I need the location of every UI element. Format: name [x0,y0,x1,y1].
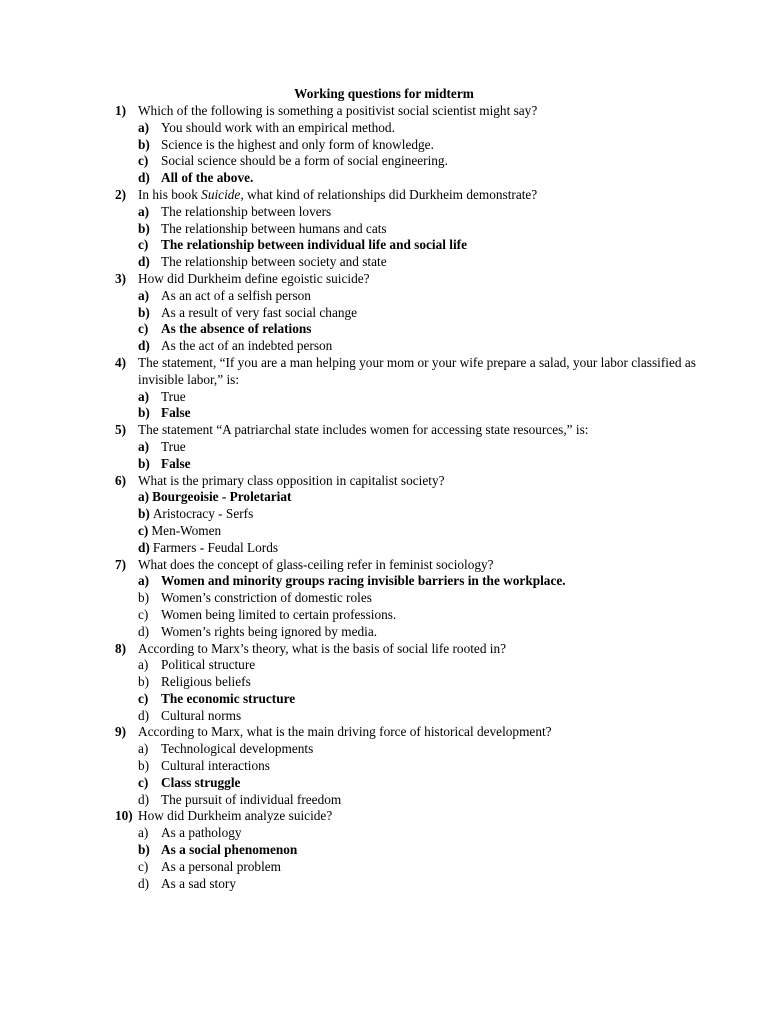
question-7 [0,557,768,641]
option-letter: b) [138,506,150,522]
option-letter: d) [138,791,150,807]
option-text: Women’s rights being ignored by media. [161,623,378,639]
option-text: Women being limited to certain professions. [161,606,397,622]
option-text: False [161,405,191,421]
option-text: The relationship between humans and cats [161,220,387,236]
option-c-correct [0,321,768,338]
option-d-correct [0,170,768,187]
question-3 [0,271,768,355]
option-letter: a) [138,489,150,505]
option-text: As the act of an indebted person [161,338,333,354]
option-text: As the absence of relations [161,321,312,337]
option-letter: d) [138,170,150,186]
option-b [0,137,768,154]
question-text: According to Marx’s theory, what is the basis of social life rooted in? [138,640,507,656]
option-a-correct [0,489,768,506]
option-b [0,305,768,322]
option-text: Aristocracy - Serfs [152,506,254,522]
question-list [0,103,768,892]
option-letter: a) [138,119,150,135]
option-list [0,288,768,355]
question-number: 9) [115,724,127,740]
question-text: The statement “A patriarchal state includes women for accessing state resources,” is: [138,422,589,438]
option-text: As a social phenomenon [161,842,298,858]
question-8 [0,641,768,725]
page-title: Working questions for midterm [294,86,474,101]
option-b-correct [0,456,768,473]
option-b [0,758,768,775]
option-b [0,506,768,523]
option-text: Religious beliefs [161,674,251,690]
option-c-correct [0,775,768,792]
option-d [0,624,768,641]
option-letter: b) [138,758,150,774]
question-number: 8) [115,640,127,656]
option-text: True [161,388,186,404]
question-number: 5) [115,422,127,438]
option-letter: d) [138,254,150,270]
option-letter: b) [138,590,150,606]
option-b [0,590,768,607]
option-list [0,204,768,271]
option-letter: a) [138,388,150,404]
option-text: As a pathology [161,825,242,841]
option-text: As an act of a selfish person [161,287,311,303]
option-text: Women’s constriction of domestic roles [161,590,372,606]
option-letter: a) [138,657,149,673]
option-letter: b) [138,136,150,152]
option-letter: a) [138,573,150,589]
option-b-correct [0,842,768,859]
option-letter: b) [138,455,150,471]
option-text: Cultural norms [161,707,242,723]
question-text: What does the concept of glass-ceiling refer in feminist sociology? [138,556,494,572]
option-letter: c) [138,522,149,538]
option-letter: b) [138,304,150,320]
option-a [0,741,768,758]
option-text: The relationship between lovers [161,203,332,219]
question-number: 7) [115,556,127,572]
option-text: As a personal problem [161,858,282,874]
option-letter: c) [138,606,149,622]
option-list [0,489,768,556]
option-letter: b) [138,674,150,690]
option-text: As a sad story [161,875,236,891]
option-c [0,859,768,876]
option-text: Farmers - Feudal Lords [152,539,279,555]
option-c [0,607,768,624]
option-c [0,523,768,540]
question-1 [0,103,768,187]
question-text-part: , what kind of relationships did Durkheim demonstrate? [240,186,538,202]
option-list [0,573,768,640]
option-text: Technological developments [161,741,314,757]
option-letter: d) [138,707,150,723]
option-letter: a) [138,741,149,757]
option-letter: d) [138,539,150,555]
option-letter: c) [138,858,149,874]
option-letter: b) [138,842,150,858]
option-letter: c) [138,774,149,790]
question-number: 6) [115,472,127,488]
question-5 [0,422,768,472]
option-letter: c) [138,690,149,706]
option-letter: d) [138,338,150,354]
question-6 [0,473,768,557]
option-letter: d) [138,623,150,639]
question-9 [0,724,768,808]
question-text: According to Marx, what is the main driving force of historical development? [138,724,552,740]
option-a [0,825,768,842]
option-letter: b) [138,405,150,421]
question-text: Which of the following is something a positivist social scientist might say? [138,103,538,118]
option-a [0,439,768,456]
option-text: All of the above. [161,170,254,186]
option-d [0,540,768,557]
option-text: The pursuit of individual freedom [161,791,342,807]
option-text: Science is the highest and only form of knowledge. [161,136,434,152]
option-text: Bourgeoisie - Proletariat [152,489,292,505]
question-2 [0,187,768,271]
option-text: Class struggle [161,774,241,790]
option-a-correct [0,573,768,590]
option-text: True [161,438,186,454]
option-a [0,389,768,406]
option-text: False [161,455,191,471]
option-text: The economic structure [161,690,296,706]
option-letter: d) [138,875,150,891]
option-d [0,876,768,893]
question-text: How did Durkheim define egoistic suicide? [138,270,370,286]
question-text: What is the primary class opposition in capitalist society? [138,472,445,488]
option-text: As a result of very fast social change [161,304,358,320]
option-text: Men-Women [151,522,222,538]
option-letter: c) [138,321,149,337]
option-letter: a) [138,825,149,841]
question-4 [0,355,768,422]
question-number: 4) [115,354,127,370]
option-text: Cultural interactions [161,758,270,774]
option-text: The relationship between society and state [161,254,387,270]
option-b [0,221,768,238]
option-c [0,153,768,170]
option-d [0,254,768,271]
option-text: Political structure [161,657,256,673]
question-text: The statement, “If you are a man helping your mom or your wife prepare a salad, your labor classified as invisible labor,” is: [138,354,696,387]
option-letter: b) [138,220,150,236]
option-list [0,825,768,892]
option-list [0,120,768,187]
option-text: You should work with an empirical method. [161,119,395,135]
option-text: Social science should be a form of social engineering. [161,153,448,169]
option-list [0,439,768,473]
option-letter: a) [138,203,150,219]
option-text: The relationship between individual life and social life [161,237,467,253]
question-text-part: In his book [138,186,202,202]
option-a [0,657,768,674]
option-c-correct [0,237,768,254]
option-d [0,338,768,355]
question-10 [0,808,768,892]
option-d [0,708,768,725]
option-letter: c) [138,237,149,253]
option-list [0,741,768,808]
question-number: 1) [115,103,127,118]
option-c-correct [0,691,768,708]
option-a [0,204,768,221]
option-letter: a) [138,438,150,454]
option-b [0,674,768,691]
option-letter: c) [138,153,149,169]
option-a [0,120,768,137]
question-text: How did Durkheim analyze suicide? [138,808,333,824]
option-text: Women and minority groups racing invisible barriers in the workplace. [161,573,566,589]
option-letter: a) [138,287,150,303]
option-a [0,288,768,305]
option-list [0,657,768,724]
question-number: 10) [115,808,133,824]
question-number: 2) [115,186,127,202]
option-d [0,792,768,809]
option-b-correct [0,405,768,422]
option-list [0,389,768,423]
book-title: Suicide [201,186,241,202]
question-number: 3) [115,270,127,286]
question-text [138,187,537,202]
